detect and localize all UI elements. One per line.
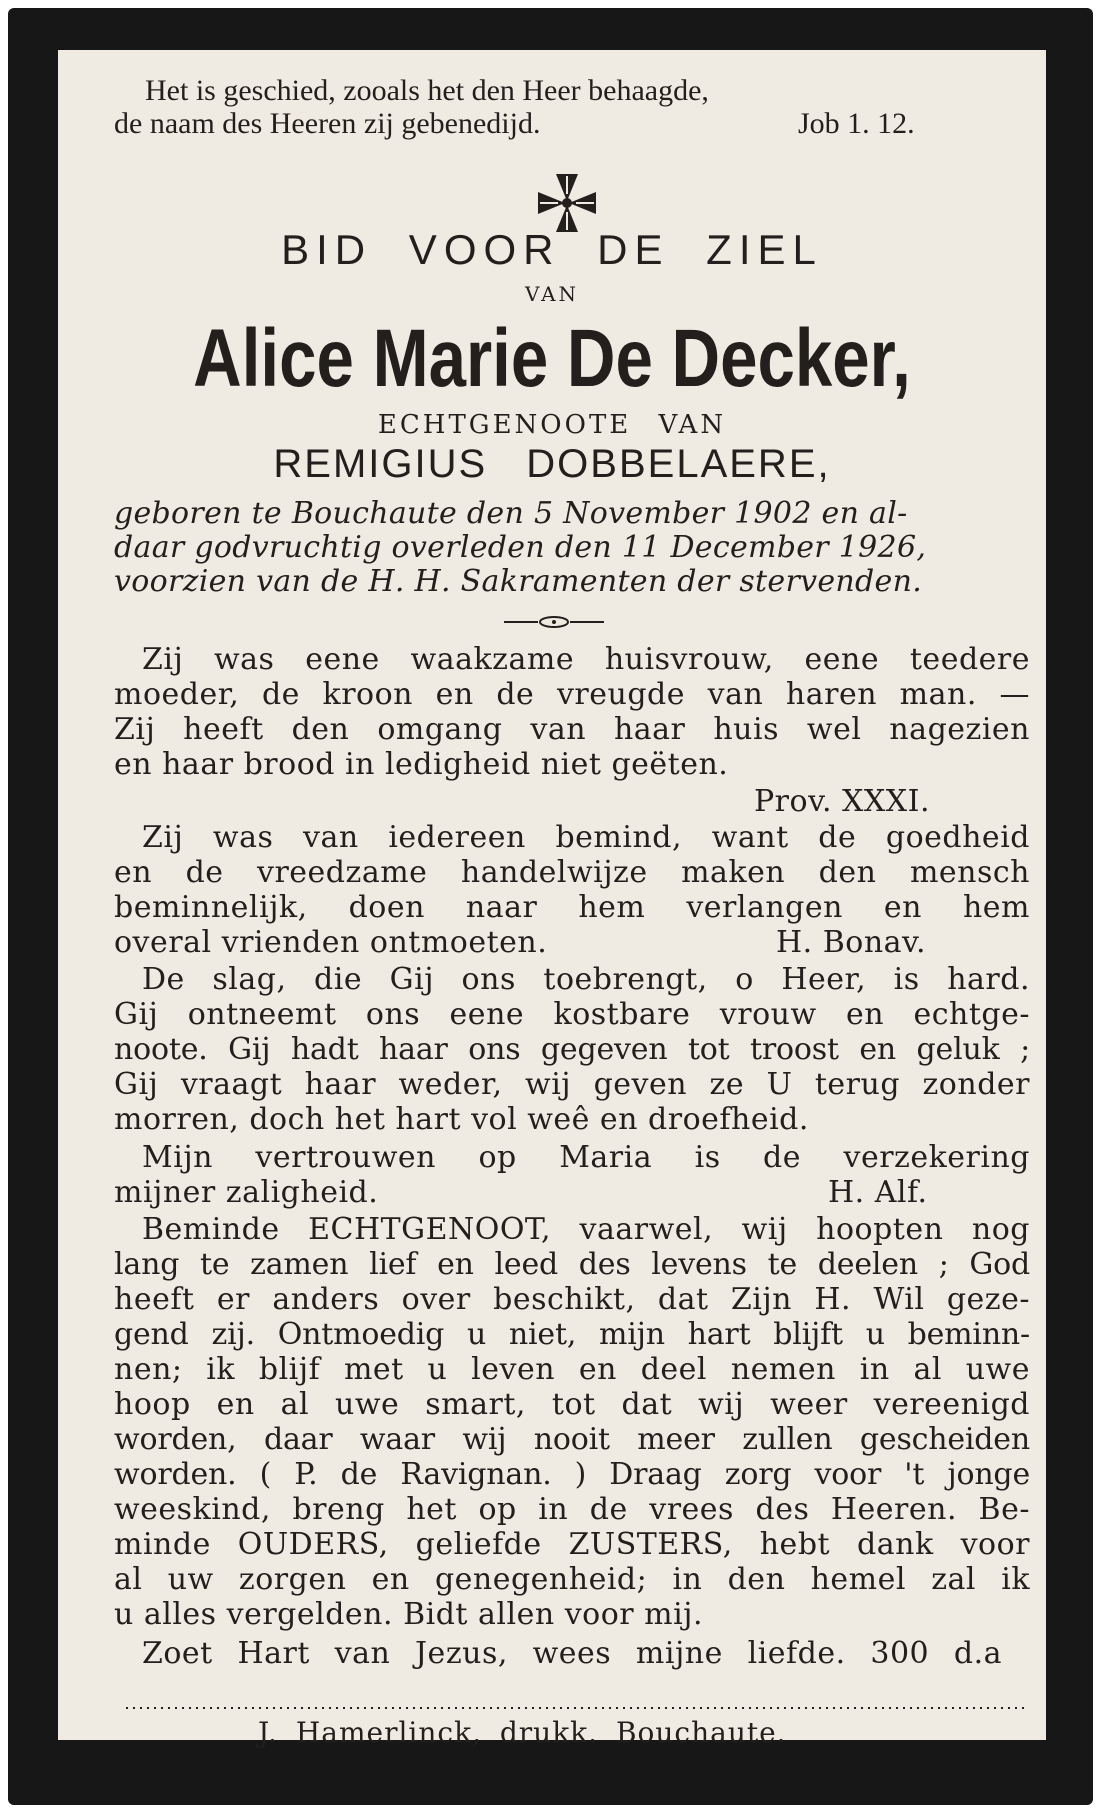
body-p5-line-7: worden, daar waar wij nooit meer zullen gescheiden xyxy=(114,1422,1030,1457)
body-p5-line-5: nen; ik blijf met u leven en deel nemen in al uwe xyxy=(114,1352,1030,1387)
body-p4-reference: H. Alf. xyxy=(828,1175,928,1210)
ornament-divider xyxy=(504,615,604,629)
body-p1-reference: Prov. XXXI. xyxy=(754,784,931,819)
printer-imprint: J. Hamerlinck, drukk. Bouchaute. xyxy=(258,1716,787,1749)
body-p5-line-6: hoop en al uwe smart, tot dat wij weer vereenigd xyxy=(114,1387,1030,1422)
body-p5-line-10: minde OUDERS, geliefde ZUSTERS, hebt dank voor xyxy=(114,1527,1030,1562)
body-p2-line-3: beminnelijk, doen naar hem verlangen en hem xyxy=(114,890,1030,925)
body-p2-line-4: overal vrienden ontmoeten. xyxy=(114,925,548,960)
body-p1-line-3: Zij heeft den omgang van haar huis wel nagezien xyxy=(114,712,1030,747)
body-p4-line-1: Mijn vertrouwen op Maria is de verzekering xyxy=(142,1140,1030,1175)
pray-heading: BID VOOR DE ZIEL xyxy=(281,226,823,273)
body-p5-line-4: gend zij. Ontmoedig u niet, mijn hart blijft u beminn- xyxy=(114,1317,1030,1352)
body-p5-line-11: al uw zorgen en genegenheid; in den hemel zal ik xyxy=(114,1562,1030,1597)
body-p3-line-1: De slag, die Gij ons toebrengt, o Heer, is hard. xyxy=(142,962,1030,997)
spouse-intro: ECHTGENOOTE VAN xyxy=(377,410,727,440)
biography-line-2: daar godvruchtig overleden den 11 December 1926, xyxy=(114,530,927,565)
body-p1-line-1: Zij was eene waakzame huisvrouw, eene teedere xyxy=(142,642,1030,677)
body-p3-line-4: Gij vraagt haar weder, wij geven ze U terug zonder xyxy=(114,1067,1030,1102)
van-label: VAN xyxy=(524,282,580,306)
body-p2-reference: H. Bonav. xyxy=(776,925,926,960)
biography-line-3: voorzien van de H. H. Sakramenten der stervenden. xyxy=(114,564,923,599)
body-p1-line-4: en haar brood in ledigheid niet geëten. xyxy=(114,747,729,782)
biography-line-1: geboren te Bouchaute den 5 November 1902 en al- xyxy=(114,496,908,531)
body-p3-line-3: noote. Gij hadt haar ons gegeven tot troost en geluk ; xyxy=(114,1032,1030,1067)
body-p4-line-2: mijner zaligheid. xyxy=(114,1175,379,1210)
epigraph-line-1: Het is geschied, zooals het den Heer behaagde, xyxy=(145,74,709,107)
body-p5-line-1: Beminde ECHTGENOOT, vaarwel, wij hoopten nog xyxy=(142,1212,1030,1247)
body-p5-line-9: weeskind, breng het op in de vrees des Heeren. Be- xyxy=(114,1492,1030,1527)
body-p3-line-2: Gij ontneemt ons eene kostbare vrouw en echtge- xyxy=(114,997,1030,1032)
body-p5-line-2: lang te zamen lief en leed des levens te deelen ; God xyxy=(114,1247,1030,1282)
body-p2-line-2: en de vreedzame handelwijze maken den mensch xyxy=(114,855,1030,890)
body-p2-line-1: Zij was van iedereen bemind, want de goedheid xyxy=(142,820,1030,855)
card-paper xyxy=(58,50,1046,1749)
memorial-card xyxy=(8,8,1093,1805)
body-p5-line-8: worden. ( P. de Ravignan. ) Draag zorg voor 't jonge xyxy=(114,1457,1030,1492)
epigraph-reference: Job 1. 12. xyxy=(798,107,915,140)
body-p5-line-3: heeft er anders over beschikt, dat Zijn H. Wil geze- xyxy=(114,1282,1030,1317)
closing-prayer: Zoet Hart van Jezus, wees mijne liefde. 300 d.a xyxy=(142,1636,1002,1671)
body-p5-line-12: u alles vergelden. Bidt allen voor mij. xyxy=(114,1597,704,1632)
spouse-name: REMIGIUS DOBBELAERE, xyxy=(273,442,831,486)
epigraph-line-2: de naam des Heeren zij gebenedijd. xyxy=(114,107,541,140)
deceased-name: Alice Marie De Decker, xyxy=(193,313,911,404)
body-p1-line-2: moeder, de kroon en de vreugde van haren man. — xyxy=(114,677,1030,712)
dotted-rule xyxy=(126,1706,1026,1710)
body-p3-line-5: morren, doch het hart vol weê en droefheid. xyxy=(114,1102,809,1137)
